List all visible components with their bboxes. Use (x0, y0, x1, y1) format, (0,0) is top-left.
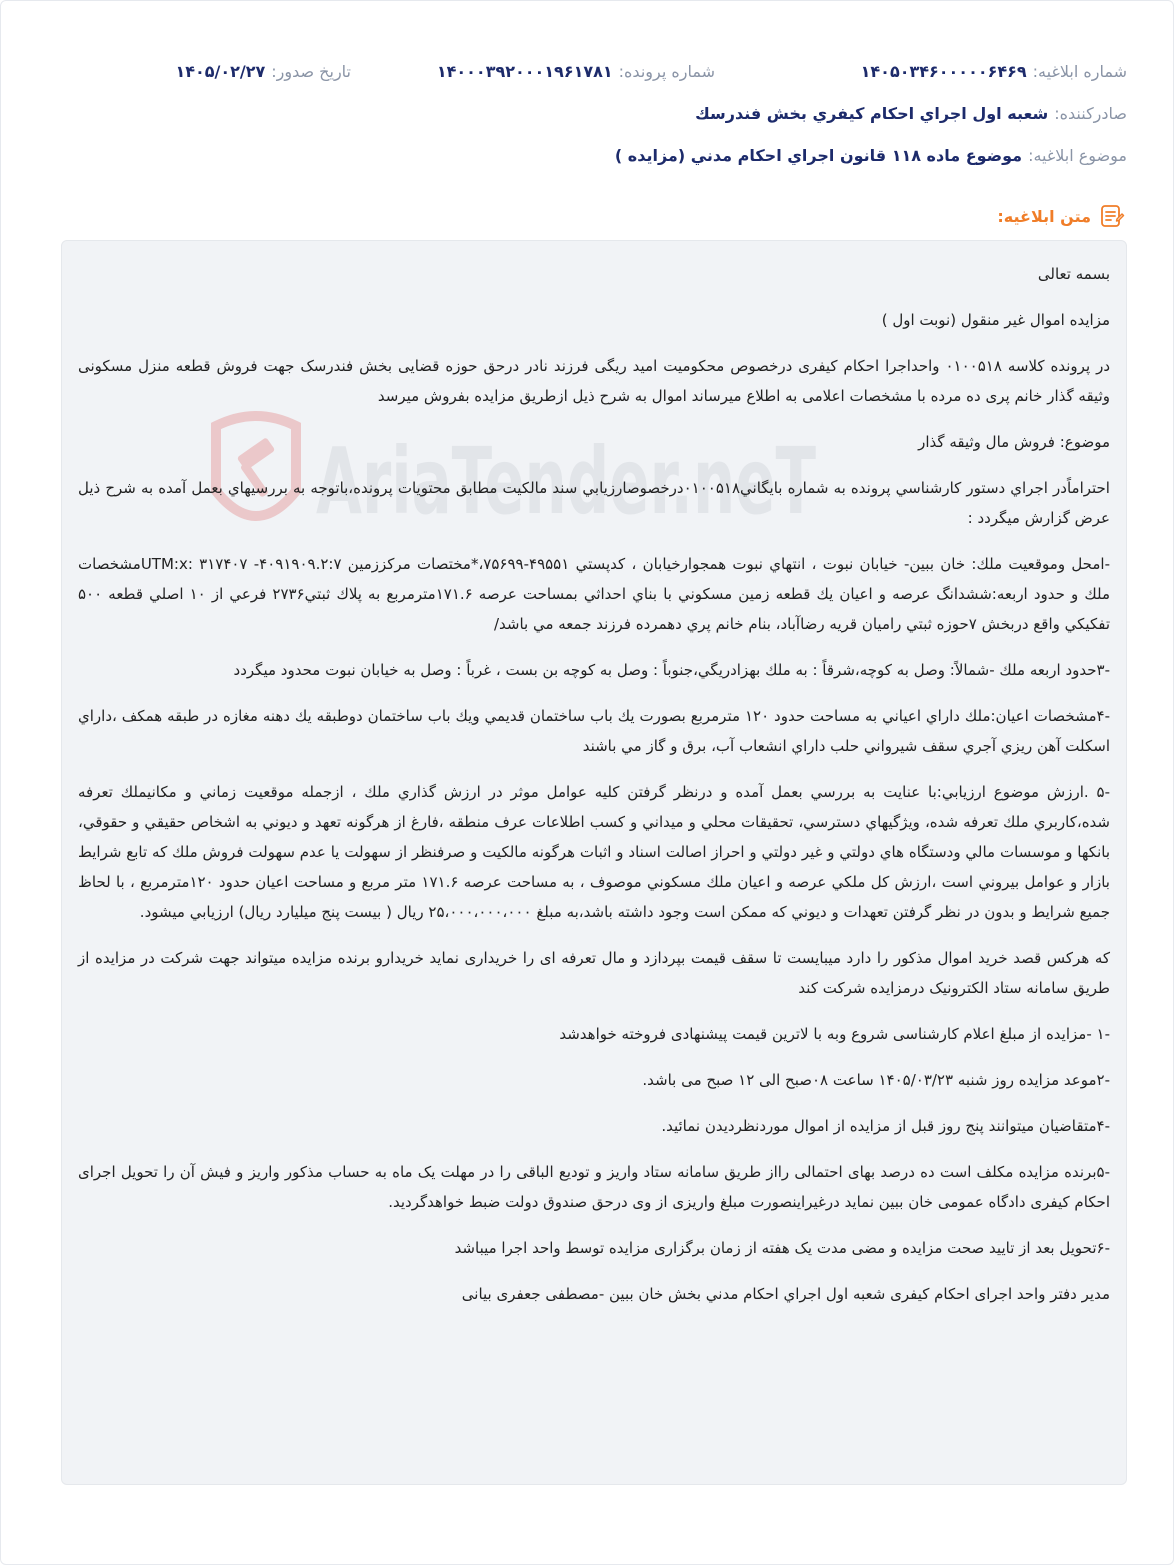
body-paragraph: -۵برنده مزایده مکلف است ده درصد بهای احتمالی رااز طریق سامانه ستاد واریز و تودیع الباقی را در مهلت یک ماه به حساب مذکور واریز و فیش آن را تحویل اجرای احکام کیفری دادگاه عمومی خان ببین نماید درغیراینصورت مبلغ واریزی از وی درحق صندوق دولت ضبط خواهدگردید. (78, 1163, 1110, 1211)
issue-date-value: ۱۴۰۵/۰۲/۲۷ (175, 61, 266, 81)
body-paragraph: در پرونده کلاسه ۰۱۰۰۵۱۸ واحداجرا احکام کیفری درخصوص محکومیت امید ریگی فرزند نادر درحق حوزه قضایی بخش فندرسک جهت فروش قطعه منزل مسکونی وثیقه گذار خانم پری ده مرده با مشخصات اعلامی به اطلاع میرساند اموال به شرح ذیل ازطریق مزایده بفروش میرسد (78, 357, 1111, 405)
body-paragraph: مزایده اموال غیر منقول (نوبت اول ) (881, 311, 1110, 329)
body-paragraph: که هرکس قصد خرید اموال مذکور را دارد میبایست تا سقف قیمت بپردازد و مال تعرفه ای را خریداری نماید خریدارو برنده مزایده میتواند جهت شرکت در مزایده از طریق سامانه ستاد الکترونیک درمزایده شرکت کند (78, 949, 1110, 997)
body-paragraph: -۳حدود اربعه ملك -شمالاً: وصل به كوچه،شرقاً : به ملك بهزادريگي،جنوباً : وصل به كوچه بن بست ، غرباً : وصل به خيابان نبوت محدود ميگردد (233, 661, 1110, 679)
body-paragraph: -۴متقاضیان میتوانند پنج روز قبل از مزایده از اموال موردنظردیدن نمائید. (661, 1117, 1110, 1135)
issuer-label: صادرکننده: (1054, 103, 1127, 123)
body-paragraph: موضوع: فروش مال وثیقه گذار (918, 433, 1110, 451)
watermark-text: AriaTender.neT (316, 428, 817, 535)
body-paragraph: مدیر دفتر واحد اجرای احکام کیفری شعبه اول اجراي احكام مدني بخش خان ببين -مصطفی جعفری بیانی (461, 1285, 1110, 1303)
notice-text-title: متن ابلاغیه: (997, 206, 1091, 226)
notice-number-value: ۱۴۰۵۰۳۴۶۰۰۰۰۰۶۴۶۹ (860, 61, 1027, 81)
body-paragraph: -۶تحویل بعد از تایید صحت مزایده و مضی مدت یک هفته از زمان برگزاری مزایده توسط واحد اجرا میباشد (454, 1239, 1110, 1257)
notice-number-label: شماره ابلاغیه: (1032, 61, 1127, 81)
body-paragraph: -۲موعد مزایده روز شنبه ۱۴۰۵/۰۳/۲۳ ساعت ۰۸صبح الی ۱۲ صبح می باشد. (642, 1071, 1110, 1089)
subject-line (47, 141, 1127, 169)
subject-label: موضوع ابلاغیه: (1028, 145, 1127, 165)
issue-date-label: تاریخ صدور: (271, 61, 351, 81)
body-paragraph: -۱ -مزایده از مبلغ اعلام کارشناسی شروع وبه با لاترین قیمت پیشنهادی فروخته خواهدشد (559, 1025, 1110, 1043)
body-paragraph: -۴مشخصات اعيان:ملك داراي اعياني به مساحت حدود ۱۲۰ مترمربع بصورت يك باب ساختمان قديمي ويك باب ساختمان دوطبقه يك دهنه مغازه در طبقه همكف ،داراي اسكلت آهن ريزي آجري سقف شيرواني حلب داراي انشعاب آب، برق و گاز مي باشند (78, 707, 1110, 755)
subject-value: موضوع ماده ۱۱۸ قانون اجراي احكام مدني (مزايده ) (614, 145, 1023, 165)
issuer-value: شعبه اول اجراي احكام كيفري بخش فندرسك (695, 103, 1049, 123)
document-text-icon (1099, 203, 1125, 229)
notice-body (61, 240, 1127, 1485)
body-paragraph: احتراماًدر اجراي دستور كارشناسي پرونده به شماره بايگاني۰۱۰۰۵۱۸درخصوصارزيابي سند مالكيت مطابق محتويات پرونده،باتوجه به بررسيهاي بعمل آمده به شرح ذيل عرض گزارش ميگردد : (78, 479, 1110, 527)
issuer-line (47, 99, 1127, 127)
notice-body-text (78, 259, 1110, 1325)
notice-number (861, 62, 1127, 81)
body-paragraph: -۵ .ارزش موضوع ارزيابي:با عنايت به بررسي بعمل آمده و درنظر گرفتن كليه عوامل موثر در ارزش گذاري ملك ، ازجمله موقعيت زماني و مكانيملك تعرفه شده،كاربري ملك تعرفه شده، ويژگيهاي دسترسي، تحقيقات محلي و ميداني و كسب اطلاعات عرف منطقه ،فارغ از هرگونه تعهد و ديوني به اشخاص حقيقي و حقوقي، بانكها و موسسات مالي ودستگاه هاي دولتي و غير دولتي و احراز اصالت اسناد و اثبات هرگونه مالكيت و صرفنظر از سهولت يا عدم سهولت فروش ملك كه تابع شرايط بازار و عوامل بيروني است ،ارزش كل ملكي عرصه و اعيان ملك مسكوني موصوف ، به مساحت عرصه ۱۷۱.۶ متر مربع و مساحت اعيان حدود ۱۲۰مترمربع ، با لحاظ جميع شرايط و بدون در نظر گرفتن تعهدات و ديوني كه ممكن است وجود داشته باشد،به مبلغ ۲۵،۰۰۰،۰۰۰،۰۰۰ ريال ( بيست پنج ميليارد ريال) ارزيابي ميشود. (78, 783, 1110, 921)
body-paragraph: -امحل وموقعيت ملك: خان ببين- خيابان نبوت ، انتهاي نبوت همجوارخيابان ، كدپستي ۴۹۵۵۱-۷۵۶۹۹،*مختصات مركززمين UTM:x: ۳۱۷۴۰۷ -۴۰۹۱۹۰۹.۲:۷مشخصات ملك و حدود اربعه:ششدانگ عرصه و اعيان يك قطعه زمين مسكوني با بناي احداثي بمساحت عرصه ۱۷۱.۶مترمربع به پلاك ثبتي۲۷۳۶ فرعي از ۱۰ اصلي قطعه ۵۰۰ تفكيكي واقع دربخش ۷حوزه ثبتي راميان قريه رضاآباد، بنام خانم پري دهمرده فرزند جمعه مي باشد/ (78, 555, 1111, 633)
case-number-value: ۱۴۰۰۰۳۹۲۰۰۰۱۹۶۱۷۸۱ (436, 61, 613, 81)
case-number (437, 62, 715, 81)
notice-text-heading (997, 201, 1125, 231)
body-paragraph: بسمه تعالی (1037, 265, 1110, 283)
issue-date (175, 62, 351, 81)
case-number-label: شماره پرونده: (618, 61, 715, 81)
notice-meta-row (47, 57, 1127, 85)
